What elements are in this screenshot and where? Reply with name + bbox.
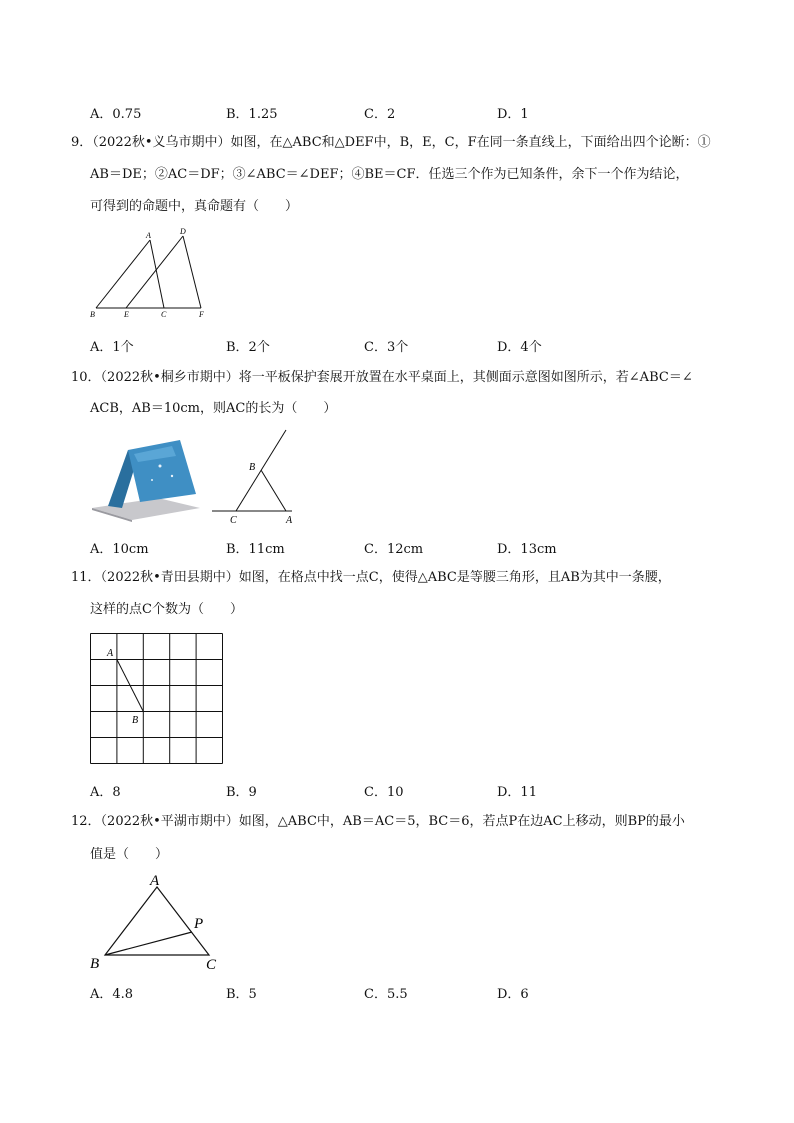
q11-label-b: B (132, 715, 139, 726)
q9-segment-ba (96, 240, 150, 308)
q8-option-d[interactable]: D．1 (497, 107, 529, 122)
q9-option-b[interactable]: B．2个 (226, 340, 270, 355)
q10-stem-line2: ACB，AB＝10cm，则AC的长为（ ） (90, 401, 337, 416)
tablet-deco-dot (151, 479, 153, 481)
q9-figure (86, 228, 216, 320)
q11-option-a[interactable]: A．8 (90, 785, 121, 800)
q12-stem-line1: 12．（2022秋•平湖市期中）如图，△ABC中，AB＝AC＝5，BC＝6，若点P在边AC上移动，则BP的最小 (71, 814, 685, 829)
tablet-stand-base (92, 498, 200, 520)
q10-option-b[interactable]: B．11cm (226, 542, 285, 557)
q10-label-a: A (286, 515, 293, 526)
q11-option-c[interactable]: C．10 (364, 785, 404, 800)
q12-option-a[interactable]: A．4.8 (90, 987, 134, 1002)
q9-option-d[interactable]: D．4个 (497, 340, 542, 355)
q9-segment-ed (126, 236, 183, 308)
q8-option-b[interactable]: B．1.25 (226, 107, 278, 122)
q12-figure (88, 870, 228, 975)
tablet-deco-dot (171, 475, 173, 477)
q9-stem-line1: 9．（2022秋•义乌市期中）如图，在△ABC和△DEF中，B，E，C，F在同一条直线上，下面给出四个论断：① (71, 135, 711, 150)
q12-label-p: P (194, 916, 204, 932)
q11-option-d[interactable]: D．11 (497, 785, 537, 800)
tablet-camera-dot (159, 465, 162, 468)
q10-label-c: C (230, 515, 237, 526)
q8-option-a[interactable]: A．0.75 (90, 107, 142, 122)
q12-option-c[interactable]: C．5.5 (364, 987, 408, 1002)
q9-label-b: B (90, 310, 95, 319)
q9-label-c: C (161, 310, 167, 319)
q9-stem-line2: AB＝DE；②AC＝DF；③∠ABC＝∠DEF；④BE＝CF．任选三个作为已知条件，余下一个作为结论， (90, 167, 689, 182)
q11-option-b[interactable]: B．9 (226, 785, 257, 800)
q11-label-a: A (107, 648, 114, 659)
q12-option-d[interactable]: D．6 (497, 987, 529, 1002)
q9-label-d: D (180, 227, 186, 236)
q10-label-b: B (249, 462, 256, 473)
q11-grid-figure (90, 633, 224, 765)
q9-label-f: F (199, 310, 204, 319)
q9-label-e: E (124, 310, 129, 319)
q12-label-b: B (90, 956, 100, 972)
q8-option-c[interactable]: C．2 (364, 107, 396, 122)
q11-stem-line2: 这样的点C个数为（ ） (90, 602, 243, 617)
q10-tablet-photo (88, 436, 203, 522)
q10-segment-ba (261, 470, 286, 511)
q10-stem-line1: 10．（2022秋•桐乡市期中）将一平板保护套展开放置在水平桌面上，其侧面示意图如图所示，若∠ABC＝∠ (71, 370, 693, 385)
q10-option-c[interactable]: C．12cm (364, 542, 424, 557)
q9-stem-line3: 可得到的命题中，真命题有（ ） (90, 199, 299, 214)
q10-figure (206, 426, 306, 526)
q9-segment-df (183, 236, 201, 308)
q9-label-a: A (146, 231, 151, 240)
q12-label-c: C (206, 957, 217, 973)
q12-stem-line2: 值是（ ） (90, 847, 169, 862)
q9-option-a[interactable]: A．1个 (90, 340, 134, 355)
q10-option-a[interactable]: A．10cm (90, 542, 149, 557)
q12-option-b[interactable]: B．5 (226, 987, 257, 1002)
q10-option-d[interactable]: D．13cm (497, 542, 557, 557)
q9-option-c[interactable]: C．3个 (364, 340, 409, 355)
q12-label-a: A (150, 873, 160, 889)
q12-segment-bp (105, 932, 192, 955)
q11-stem-line1: 11．（2022秋•青田县期中）如图，在格点中找一点C，使得△ABC是等腰三角形，且AB为其中一条腰， (71, 570, 671, 585)
q9-segment-ac (150, 240, 164, 308)
